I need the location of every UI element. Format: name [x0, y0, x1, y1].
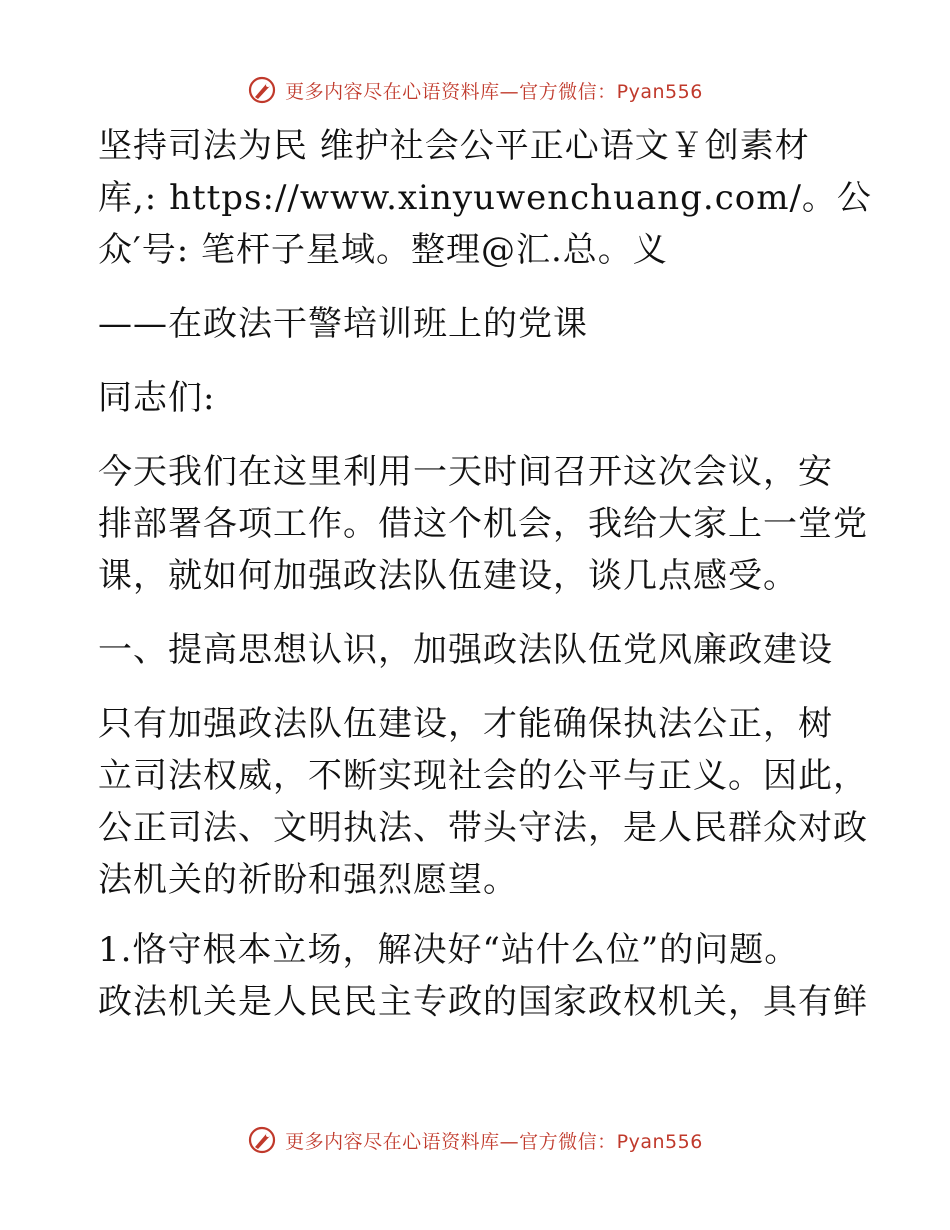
- banner-text: 更多内容尽在心语资料库—官方微信：Pyan556: [285, 1130, 703, 1153]
- header-banner: [0, 70, 950, 110]
- paragraph-line: 课，就如何加强政法队伍建设，谈几点感受。: [98, 556, 798, 596]
- section-heading: 一、提高思想认识，加强政法队伍党风廉政建设: [98, 630, 833, 670]
- banner-text: 更多内容尽在心语资料库—官方微信：Pyan556: [285, 80, 703, 103]
- pen-logo-icon: [247, 1125, 277, 1155]
- paragraph-2: [98, 698, 868, 906]
- greeting: 同志们:: [98, 378, 216, 418]
- title-line: 坚持司法为民 维护社会公平正心语文￥创素材: [98, 126, 810, 166]
- paragraph-line: 立司法权威，不断实现社会的公平与正义。因此，: [98, 756, 868, 796]
- footer-banner: [0, 1120, 950, 1160]
- paragraph-line: 只有加强政法队伍建设，才能确保执法公正，树: [98, 704, 833, 744]
- paragraph-line: 法机关的祈盼和强烈愿望。: [98, 860, 518, 900]
- paragraph-1: [98, 446, 868, 602]
- document-subtitle: ——在政法干警培训班上的党课: [98, 304, 588, 344]
- paragraph-line: 排部署各项工作。借这个机会，我给大家上一堂党: [98, 504, 868, 544]
- paragraph-line: 今天我们在这里利用一天时间召开这次会议，安: [98, 452, 833, 492]
- paragraph-line: 1.恪守根本立场，解决好“站什么位”的问题。: [98, 930, 800, 970]
- document-body: [98, 120, 872, 1028]
- paragraph-line: 公正司法、文明执法、带头守法，是人民群众对政: [98, 808, 868, 848]
- paragraph-3: [98, 924, 868, 1028]
- title-line: 众′号: 笔杆子星域。整理@汇.总。义: [98, 230, 668, 270]
- title-line: 库,: https://www.xinyuwenchuang.com/。公: [98, 178, 872, 218]
- paragraph-line: 政法机关是人民民主专政的国家政权机关，具有鲜: [98, 982, 868, 1022]
- pen-logo-icon: [247, 75, 277, 105]
- document-title: [98, 120, 872, 276]
